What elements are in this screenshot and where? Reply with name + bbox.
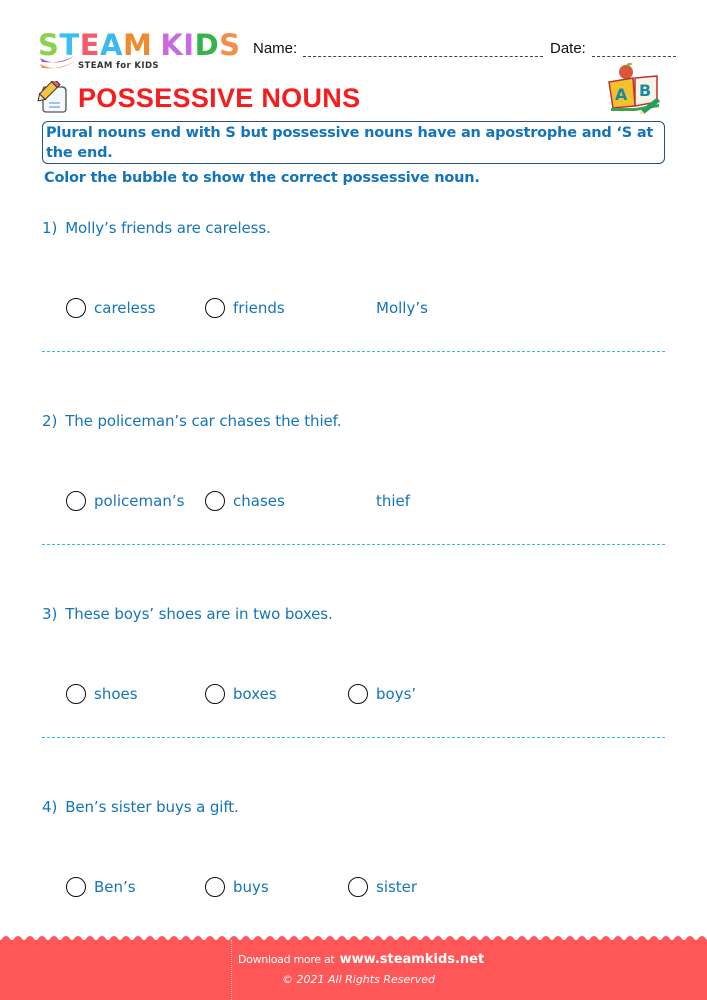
logo-letter: E [79,28,100,62]
logo-letter: A [100,28,123,62]
question-sentence: The policeman’s car chases the thief. [65,412,342,430]
date-input-line[interactable] [592,44,676,57]
question-sentence: Ben’s sister buys a gift. [65,798,239,816]
question-3 [42,605,665,703]
footer [0,940,707,1000]
page-title: POSSESSIVE NOUNS [78,82,361,113]
question-divider [42,737,665,738]
question-text [42,798,665,816]
answer-option[interactable] [348,877,417,897]
question-text [42,412,665,430]
name-field[interactable] [253,40,543,57]
option-label: thief [376,492,411,510]
name-label: Name: [253,40,298,57]
option-label: Ben’s [94,878,136,896]
question-4 [42,798,665,896]
footer-separator [231,940,232,1000]
answer-bubble[interactable] [205,877,225,897]
answer-bubble[interactable] [205,298,225,318]
question-divider [42,544,665,545]
answer-option[interactable] [66,298,156,318]
footer-copyright: © 2021 All Rights Reserved [282,973,436,986]
option-label: friends [233,299,285,317]
answer-option[interactable] [66,877,136,897]
question-number: 4) [42,798,58,816]
option-label: boys’ [376,685,417,703]
logo-letter: S [38,28,60,62]
option-label: careless [94,299,156,317]
instruction-text: Color the bubble to show the correct possessive noun. [44,170,480,186]
title-row [36,80,360,116]
logo-letter: K [160,28,184,62]
abc-book-icon [605,62,665,114]
answer-options [66,298,666,322]
download-prefix: Download more at [238,953,335,966]
answer-option[interactable] [205,491,285,511]
answer-options [66,684,666,708]
question-text [42,219,665,237]
answer-option[interactable] [205,877,269,897]
answer-bubble[interactable] [66,877,86,897]
date-label: Date: [550,40,586,57]
date-field[interactable] [550,40,676,57]
answer-option[interactable] [348,491,410,511]
option-label: Molly’s [376,299,428,317]
logo-letter: I [183,28,195,62]
option-label: policeman’s [94,492,185,510]
option-label: chases [233,492,285,510]
scallop-edge [0,932,707,942]
question-2 [42,412,665,510]
logo-letter: M [122,28,153,62]
answer-option[interactable] [348,684,416,704]
steam-kids-logo [38,28,241,75]
answer-bubble[interactable] [205,684,225,704]
answer-bubble[interactable] [348,684,368,704]
logo-letter: S [219,28,241,62]
rule-box: Plural nouns end with S but possessive nouns have an apostrophe and ‘S at the end. [42,121,665,164]
question-sentence: Molly’s friends are careless. [65,219,271,237]
answer-bubble[interactable] [66,491,86,511]
question-text [42,605,665,623]
question-1 [42,219,665,317]
svg-text:B: B [639,81,652,100]
option-label: boxes [233,685,277,703]
answer-option[interactable] [205,684,277,704]
answer-option[interactable] [66,684,138,704]
logo-swoosh-icon [38,54,78,72]
answer-bubble[interactable] [66,684,86,704]
pencil-paper-icon [36,81,70,115]
question-sentence: These boys’ shoes are in two boxes. [65,605,333,623]
site-link[interactable]: www.steamkids.net [339,952,485,967]
option-label: shoes [94,685,138,703]
logo-subtitle: STEAM for KIDS [78,61,159,71]
answer-option[interactable] [348,298,428,318]
question-divider [42,351,665,352]
logo-letter: T [59,28,80,62]
answer-bubble[interactable] [205,491,225,511]
question-number: 3) [42,605,58,623]
option-label: sister [376,878,418,896]
logo-letter: D [194,28,220,62]
worksheet-header [0,0,707,75]
name-input-line[interactable] [303,44,543,57]
answer-option[interactable] [205,298,285,318]
option-label: buys [233,878,269,896]
answer-bubble[interactable] [66,298,86,318]
question-number: 2) [42,412,58,430]
question-number: 1) [42,219,58,237]
answer-options [66,491,666,515]
footer-download [238,952,484,967]
answer-options [66,877,666,901]
answer-bubble[interactable] [348,877,368,897]
answer-option[interactable] [66,491,184,511]
svg-text:A: A [615,85,628,104]
